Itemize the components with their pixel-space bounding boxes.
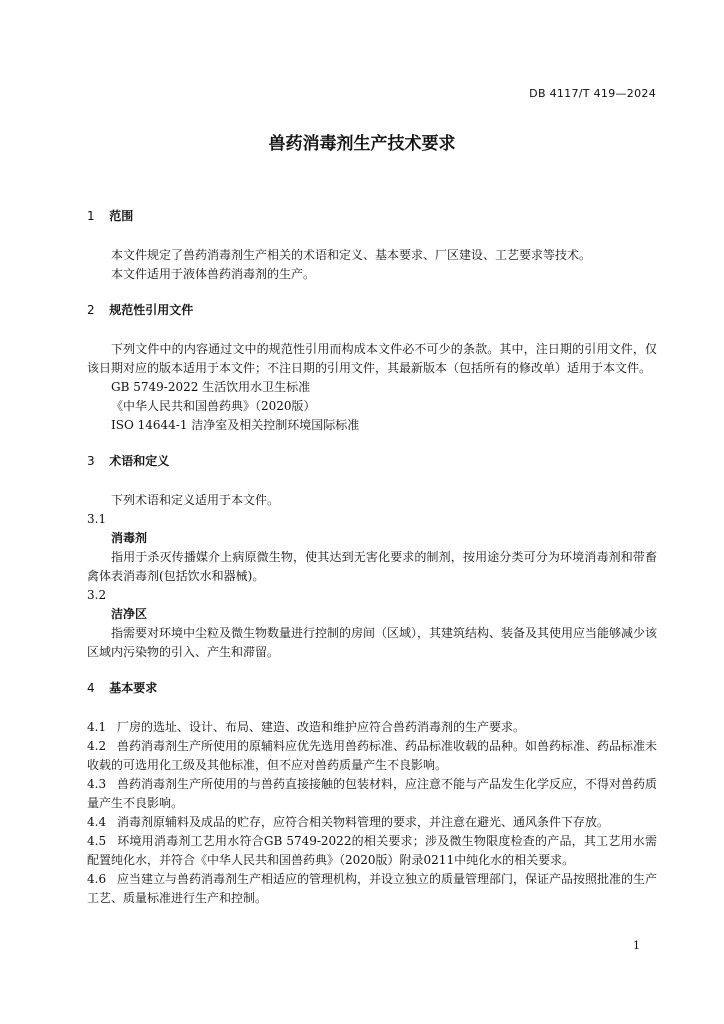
paragraph: 下列术语和定义适用于本文件。 [111,493,280,507]
paragraph: 本文件规定了兽药消毒剂生产相关的术语和定义、基本要求、厂区建设、工艺要求等技术。 [111,248,592,262]
section-heading-basic-requirements [87,679,657,698]
requirement-text: 消毒剂原辅料及成品的贮存，应符合相关物料管理的要求，并注意在避光、通风条件下存放。 [117,815,610,829]
section-number: 2 [87,303,95,317]
section-heading-normative-references [87,301,657,320]
clause-number: 3.2 [87,588,107,602]
reference-item: ISO 14644-1 洁净室及相关控制环境国际标准 [111,418,360,432]
section-title: 规范性引用文件 [109,303,194,317]
reference-item: 《中华人民共和国兽药典》（2020版） [111,399,316,413]
requirement-number: 4.5 [87,834,107,848]
term-definition: 指需要对环境中尘粒及微生物数量进行控制的房间（区域），其建筑结构、装备及其使用应当能够减少该区域内污染物的引入、产生和滞留。 [87,626,658,659]
requirement-number: 4.1 [87,720,107,734]
section-number: 4 [87,681,95,695]
section-title: 基本要求 [109,681,158,695]
requirement-text: 环境用消毒剂工艺用水符合GB 5749-2022的相关要求；涉及微生物限度检查的产品，其工艺用水需配置纯化水，并符合《中华人民共和国兽药典》（2020版）附录0211中纯化水的相关要求。 [87,834,657,867]
section-title: 术语和定义 [109,454,170,468]
requirement-item [87,870,657,908]
requirement-item [87,737,657,775]
requirement-item [87,813,657,832]
requirement-number: 4.4 [87,815,107,829]
section-heading-scope [87,207,657,226]
requirement-text: 兽药消毒剂生产所使用的与兽药直接接触的包装材料，应注意不能与产品发生化学反应，不得对兽药质量产生不良影响。 [87,777,658,810]
page-title: 兽药消毒剂生产技术要求 [268,134,456,154]
requirement-number: 4.6 [87,872,107,886]
term-name: 洁净区 [111,607,148,621]
paragraph: 下列文件中的内容通过文中的规范性引用而构成本文件必不可少的条款。其中，注日期的引用文件，仅该日期对应的版本适用于本文件；不注日期的引用文件，其最新版本（包括所有的修改单）适用于本文件。 [87,342,657,375]
section-title: 范围 [109,209,134,223]
requirement-number: 4.2 [87,739,107,753]
requirement-text: 应当建立与兽药消毒剂生产相适应的管理机构，并设立独立的质量管理部门，保证产品按照批准的生产工艺、质量标准进行生产和控制。 [87,872,658,905]
requirement-number: 4.3 [87,777,107,791]
requirement-text: 厂房的选址、设计、布局、建造、改造和维护应符合兽药消毒剂的生产要求。 [117,720,526,734]
section-number: 3 [87,454,95,468]
term-name: 消毒剂 [111,531,148,545]
document-id: DB 4117/T 419—2024 [529,87,656,100]
requirement-item [87,718,657,737]
requirement-text: 兽药消毒剂生产所使用的原辅料应优先选用兽药标准、药品标准收载的品种。如兽药标准、药品标准未收载的可选用化工级及其他标准，但不应对兽药质量产生不良影响。 [87,739,658,772]
reference-item: GB 5749-2022 生活饮用水卫生标准 [111,380,311,394]
term-definition: 指用于杀灭传播媒介上病原微生物，使其达到无害化要求的制剂，按用途分类可分为环境消毒剂和带畜禽体表消毒剂(包括饮水和器械)。 [87,550,657,583]
document-body [87,207,657,908]
requirement-item [87,832,657,870]
requirement-item [87,775,657,813]
clause-number: 3.1 [87,512,107,526]
page-number: 1 [633,939,640,952]
section-number: 1 [87,209,95,223]
section-heading-terms [87,452,657,471]
paragraph: 本文件适用于液体兽药消毒剂的生产。 [111,267,316,281]
